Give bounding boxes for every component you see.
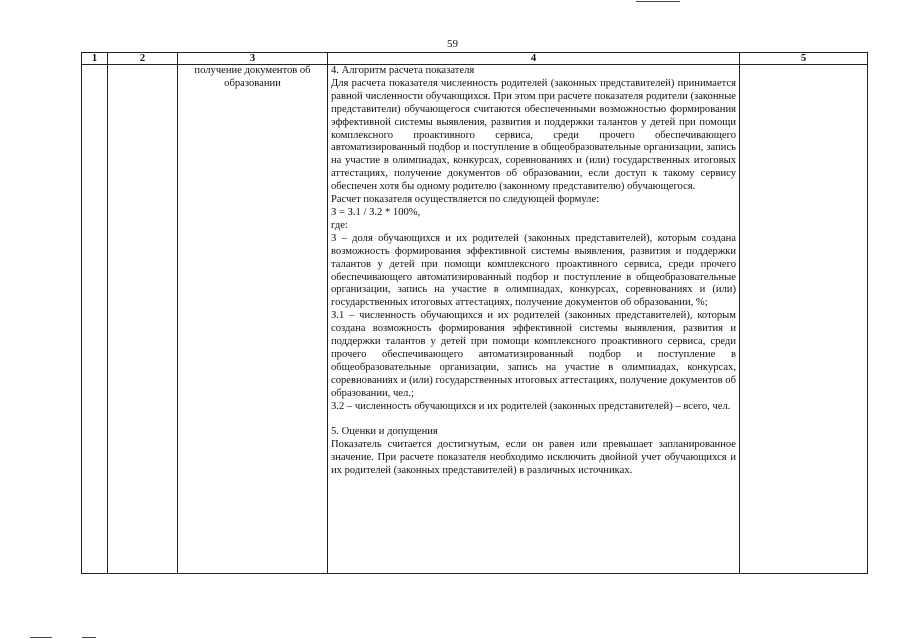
section-5-heading: 5. Оценки и допущения [331, 426, 438, 438]
paragraph-assumptions: Показатель считается достигнутым, если он равен или превышает запланированное значение. При расчете показателя необходимо исключить двойной учет обучающихся и их родителей (законных представителей) в различных источниках. [331, 439, 736, 477]
cell-col4-methodology [328, 65, 740, 574]
definition-z2: З.2 – численность обучающихся и их родителей (законных представителей) – всего, чел. [331, 400, 731, 412]
column-header-3: 3 [178, 53, 328, 65]
column-header-4: 4 [328, 53, 740, 65]
paragraph-calculation-basis: Для расчета показателя численность родителей (законных представителей) принимается равной численности обучающихся. При этом при расчете показателя родители (законные представители) обучающегося считаются обеспеченными возможностью формирования эффективной системы выявления, развития и поддержки талантов у детей при помощи комплексного проактивного сервиса, среди прочего обеспечивающего автоматизированный подбор и поступление в общеобразовательные организации, запись на участие в олимпиадах, конкурсах, соревнованиях и (или) государственных итоговых аттестациях, получение документов об образовании, если доступ к такому сервису обеспечен хотя бы одному родителю (законному представителю) обучающегося. [331, 77, 736, 193]
cell-col1 [82, 65, 108, 574]
column-header-2: 2 [108, 53, 178, 65]
table-row [82, 65, 868, 574]
indicator-table [81, 52, 868, 574]
definition-z: З – доля обучающихся и их родителей (законных представителей), которым создана возможность формирования эффективной системы выявления, развития и поддержки талантов у детей при помощи комплексного проактивного сервиса, среди прочего обеспечивающего автоматизированный подбор и поступление в общеобразовательные организации, запись на участие в олимпиадах, конкурсах, соревнованиях и (или) государственных итоговых аттестациях, получение документов об образовании, %; [331, 232, 736, 309]
paragraph-formula-intro: Расчет показателя осуществляется по следующей формуле: [331, 194, 600, 206]
page-number: 59 [447, 38, 458, 50]
formula: З = З.1 / З.2 * 100%, [331, 206, 421, 218]
where-label: где: [331, 219, 348, 231]
cell-col3-indicator-name: получение документов об образовании [178, 65, 328, 574]
column-header-5: 5 [740, 53, 868, 65]
cell-col5 [740, 65, 868, 574]
paragraph-gap [331, 413, 736, 426]
definition-z1: З.1 – численность обучающихся и их родителей (законных представителей), которым создана возможность формирования эффективной системы выявления, развития и поддержки талантов у детей при помощи комплексного проактивного сервиса, среди прочего обеспечивающего автоматизированный подбор и поступление в общеобразовательные организации, запись на участие в олимпиадах, конкурсах, соревнованиях и (или) государственных итоговых аттестациях, получение документов об образовании, чел.; [331, 310, 736, 399]
column-header-1: 1 [82, 53, 108, 65]
scan-artifact-line [30, 637, 52, 638]
scan-artifact-line [636, 1, 680, 2]
cell-col2 [108, 65, 178, 574]
scan-artifact-line [82, 637, 96, 638]
section-4-heading: 4. Алгоритм расчета показателя [331, 65, 475, 76]
table-header-row [82, 53, 868, 65]
